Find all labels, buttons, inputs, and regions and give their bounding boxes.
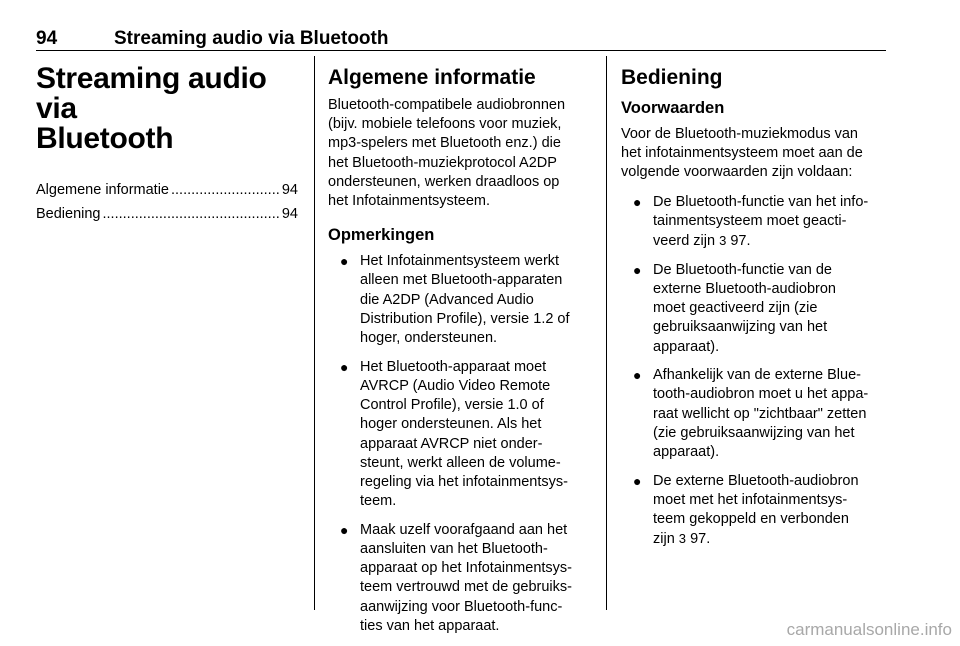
text-line: Het Infotainmentsysteem werkt (360, 253, 560, 270)
text-line: die A2DP (Advanced Audio (360, 291, 534, 308)
intro-paragraph (328, 96, 592, 211)
text-line: moet met het infotainmentsys- (653, 491, 848, 508)
list-item (328, 252, 592, 348)
text-line: AVRCP (Audio Video Remote (360, 377, 551, 394)
column-operation (621, 64, 887, 559)
text-line: raat wellicht op "zichtbaar" zetten (653, 405, 867, 422)
text-line: Voor de Bluetooth-muziekmodus van (621, 126, 858, 142)
column-divider-1 (314, 56, 315, 610)
chapter-title-line-2: Bluetooth (36, 122, 174, 155)
list-item (328, 521, 592, 636)
list-item (621, 193, 887, 252)
cross-reference-link[interactable]: 97. (730, 233, 751, 250)
text-line: aanwijzing voor Bluetooth-func- (360, 598, 563, 615)
text-line: externe Bluetooth-audiobron (653, 280, 836, 297)
text-line: De externe Bluetooth-audiobron (653, 472, 859, 489)
text-line: apparaat). (653, 338, 720, 355)
text-line: het infotainmentsysteem moet aan de (621, 145, 863, 162)
page-number: 94 (36, 28, 58, 49)
list-item (621, 366, 887, 462)
list-item (328, 358, 592, 512)
bullet-icon: ● (340, 253, 349, 270)
bullet-icon: ● (633, 367, 642, 384)
text-line: Control Profile), versie 1.0 of (360, 397, 544, 414)
bullet-icon: ● (633, 261, 642, 278)
list-item (621, 472, 887, 550)
toc-label: Bediening (36, 206, 101, 222)
text-line: hoger, ondersteunen. (360, 330, 498, 347)
toc-page: 94 (281, 182, 298, 198)
text-line: tainmentsysteem moet geacti- (653, 212, 847, 229)
text-line: Het Bluetooth-apparaat moet (360, 358, 547, 375)
text-line: moet geactiveerd zijn (zie (653, 300, 818, 317)
running-title: Streaming audio via Bluetooth (114, 28, 389, 49)
toc-page: 94 (281, 206, 298, 222)
cross-reference-arrow-icon: 3 (678, 531, 687, 547)
text-line: regeling via het infotainmentsys- (360, 473, 568, 490)
text-line: aansluiten van het Bluetooth- (360, 541, 548, 558)
text-line: De Bluetooth-functie van het info- (653, 193, 869, 210)
page-header (36, 28, 886, 51)
text-line: apparaat). (653, 444, 720, 461)
bullet-icon: ● (633, 193, 642, 210)
column-divider-2 (606, 56, 607, 610)
conditions-list (621, 193, 887, 550)
toc-entry-bediening[interactable] (36, 202, 298, 226)
text-line: Distribution Profile), versie 1.2 of (360, 310, 570, 327)
text-line: hoger ondersteunen. Als het (360, 416, 542, 433)
text-line: Bluetooth-compatibele audiobronnen (328, 97, 566, 113)
cross-reference-arrow-icon: 3 (719, 233, 727, 249)
text-line: teem. (360, 493, 397, 510)
toc-leader-dots (103, 202, 280, 226)
text-line: volgende voorwaarden zijn voldaan: (621, 164, 853, 181)
text-line: mp3-spelers met Bluetooth enz.) die (328, 135, 561, 152)
text-line: steunt, werkt alleen de volume- (360, 454, 561, 471)
text-line: De Bluetooth-functie van de (653, 261, 832, 278)
text-line: veerd zijn (653, 233, 720, 250)
section-heading: Bediening (621, 66, 723, 89)
text-line: (zie gebruiksaanwijzing van het (653, 424, 855, 441)
text-line: ties van het apparaat. (360, 617, 500, 634)
toc-leader-dots (171, 178, 280, 202)
section-heading: Algemene informatie (328, 66, 536, 89)
text-line: tooth-audiobron moet u het appa- (653, 386, 869, 403)
text-line: Maak uzelf voorafgaand aan het (360, 521, 568, 538)
subheading: Opmerkingen (328, 226, 435, 245)
text-line: het Infotainmentsysteem. (328, 193, 490, 210)
watermark: carmanualsonline.info (786, 620, 952, 639)
text-line: teem gekoppeld en verbonden (653, 511, 849, 528)
list-item (621, 261, 887, 357)
text-line: Afhankelijk van de externe Blue- (653, 367, 861, 384)
intro-paragraph (621, 125, 887, 183)
chapter-title (36, 64, 298, 154)
text-line: (bijv. mobiele telefoons voor muziek, (328, 116, 562, 133)
text-line: zijn (653, 531, 679, 548)
text-line: het Bluetooth-muziekprotocol A2DP (328, 154, 557, 171)
notes-list (328, 252, 592, 636)
text-line: gebruiksaanwijzing van het (653, 319, 828, 336)
toc-entry-algemene-informatie[interactable] (36, 178, 298, 202)
subheading: Voorwaarden (621, 99, 725, 117)
bullet-icon: ● (340, 521, 349, 538)
text-line: apparaat op het Infotainmentsys- (360, 560, 572, 577)
bullet-icon: ● (633, 472, 642, 489)
text-line: alleen met Bluetooth-apparaten (360, 272, 563, 289)
column-toc (36, 64, 298, 226)
bullet-icon: ● (340, 358, 349, 375)
text-line: ondersteunen, werken draadloos op (328, 173, 560, 190)
column-general-info (328, 64, 592, 646)
text-line: apparaat AVRCP niet onder- (360, 435, 543, 452)
toc-label: Algemene informatie (36, 182, 169, 198)
cross-reference-link[interactable]: 97. (690, 531, 711, 548)
chapter-title-line-1: Streaming audio via (36, 62, 267, 125)
text-line: teem vertrouwd met de gebruiks- (360, 579, 572, 596)
